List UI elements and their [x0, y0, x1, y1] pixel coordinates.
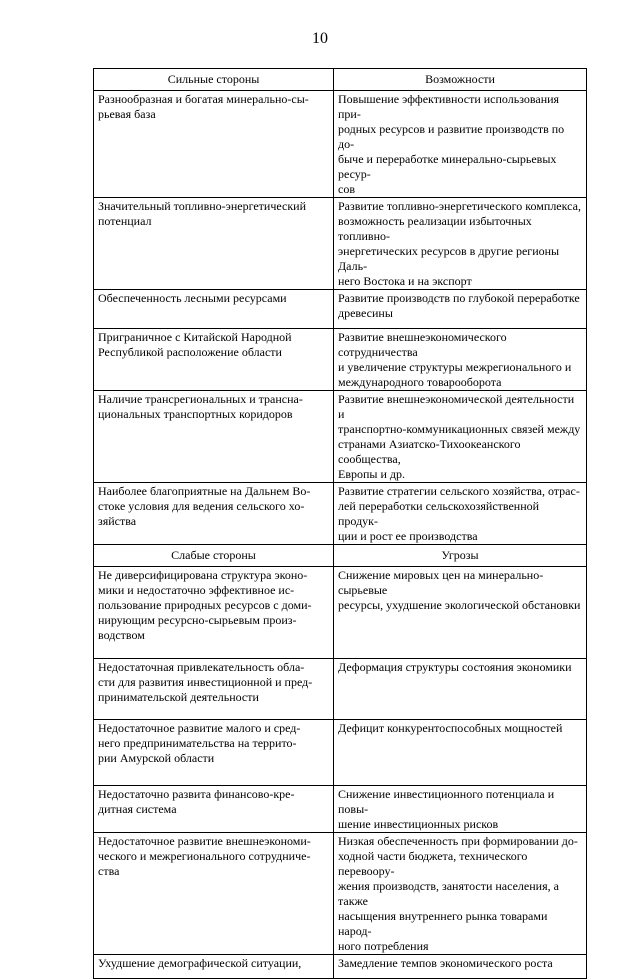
table-cell-counterpart: Развитие производств по глубокой переработке древесины [334, 290, 587, 329]
swot-table [93, 68, 587, 979]
table-cell-factor: Ухудшение демографической ситуации, [94, 955, 334, 979]
section-header-row [94, 545, 587, 567]
column-header-left: Сильные стороны [94, 69, 334, 91]
table-row [94, 786, 587, 833]
table-cell-factor: Наиболее благоприятные на Дальнем Во- стоке условия для ведения сельского хо- зяйства [94, 483, 334, 545]
table-row [94, 483, 587, 545]
table-cell-counterpart: Снижение инвестиционного потенциала и повы- шение инвестиционных рисков [334, 786, 587, 833]
table-cell-factor: Недостаточно развита финансово-кре- дитная система [94, 786, 334, 833]
table-cell-factor: Недостаточное развитие малого и сред- него предпринимательства на террито- рии Амурской области [94, 720, 334, 786]
table-row [94, 391, 587, 483]
table-cell-factor: Значительный топливно-энергетический потенциал [94, 198, 334, 290]
table-cell-counterpart: Развитие внешнеэкономического сотрудничества и увеличение структуры межрегионального и международного товарооборота [334, 329, 587, 391]
table-cell-factor: Не диверсифицирована структура эконо- мики и недостаточно эффективное ис- пользование природных ресурсов с доми- нирующим ресурсно-сырьевым произ- водством [94, 567, 334, 659]
column-header-right: Угрозы [334, 545, 587, 567]
page-number: 10 [312, 30, 328, 47]
swot-table-body [94, 69, 587, 979]
table-cell-counterpart: Дефицит конкурентоспособных мощностей [334, 720, 587, 786]
table-cell-counterpart: Снижение мировых цен на минерально-сырьевые ресурсы, ухудшение экологической обстановки [334, 567, 587, 659]
table-cell-counterpart: Повышение эффективности использования при- родных ресурсов и развитие производств по до- быче и переработке минерально-сырьевых ресур- сов [334, 91, 587, 198]
table-cell-counterpart: Замедление темпов экономического роста [334, 955, 587, 979]
table-cell-counterpart: Деформация структуры состояния экономики [334, 659, 587, 720]
table-cell-counterpart: Низкая обеспеченность при формировании до- ходной части бюджета, технического перевоору- жения производств, занятости населения, а также насыщения внутреннего рынка товарами народ- ного потребления [334, 833, 587, 955]
table-row [94, 91, 587, 198]
table-row [94, 720, 587, 786]
column-header-left: Слабые стороны [94, 545, 334, 567]
table-row [94, 198, 587, 290]
column-header-right: Возможности [334, 69, 587, 91]
table-row [94, 290, 587, 329]
table-row [94, 833, 587, 955]
table-cell-factor: Приграничное с Китайской Народной Республикой расположение области [94, 329, 334, 391]
table-cell-factor: Обеспеченность лесными ресурсами [94, 290, 334, 329]
table-row [94, 329, 587, 391]
table-cell-factor: Наличие трансрегиональных и трансна- циональных транспортных коридоров [94, 391, 334, 483]
table-row [94, 955, 587, 979]
table-cell-factor: Недостаточное развитие внешнеэкономи- ческого и межрегионального сотрудниче- ства [94, 833, 334, 955]
table-cell-counterpart: Развитие топливно-энергетического комплекса, возможность реализации избыточных топливно- энергетических ресурсов в другие регионы Даль- него Востока и на экспорт [334, 198, 587, 290]
table-cell-counterpart: Развитие внешнеэкономической деятельности и транспортно-коммуникационных связей между странами Азиатско-Тихоокеанского сообщества, Европы и др. [334, 391, 587, 483]
table-row [94, 567, 587, 659]
table-cell-factor: Недостаточная привлекательность обла- сти для развития инвестиционной и пред- принимательской деятельности [94, 659, 334, 720]
table-row [94, 659, 587, 720]
section-header-row [94, 69, 587, 91]
table-cell-factor: Разнообразная и богатая минерально-сы- рьевая база [94, 91, 334, 198]
table-cell-counterpart: Развитие стратегии сельского хозяйства, отрас- лей переработки сельскохозяйственной продук- ции и рост ее производства [334, 483, 587, 545]
